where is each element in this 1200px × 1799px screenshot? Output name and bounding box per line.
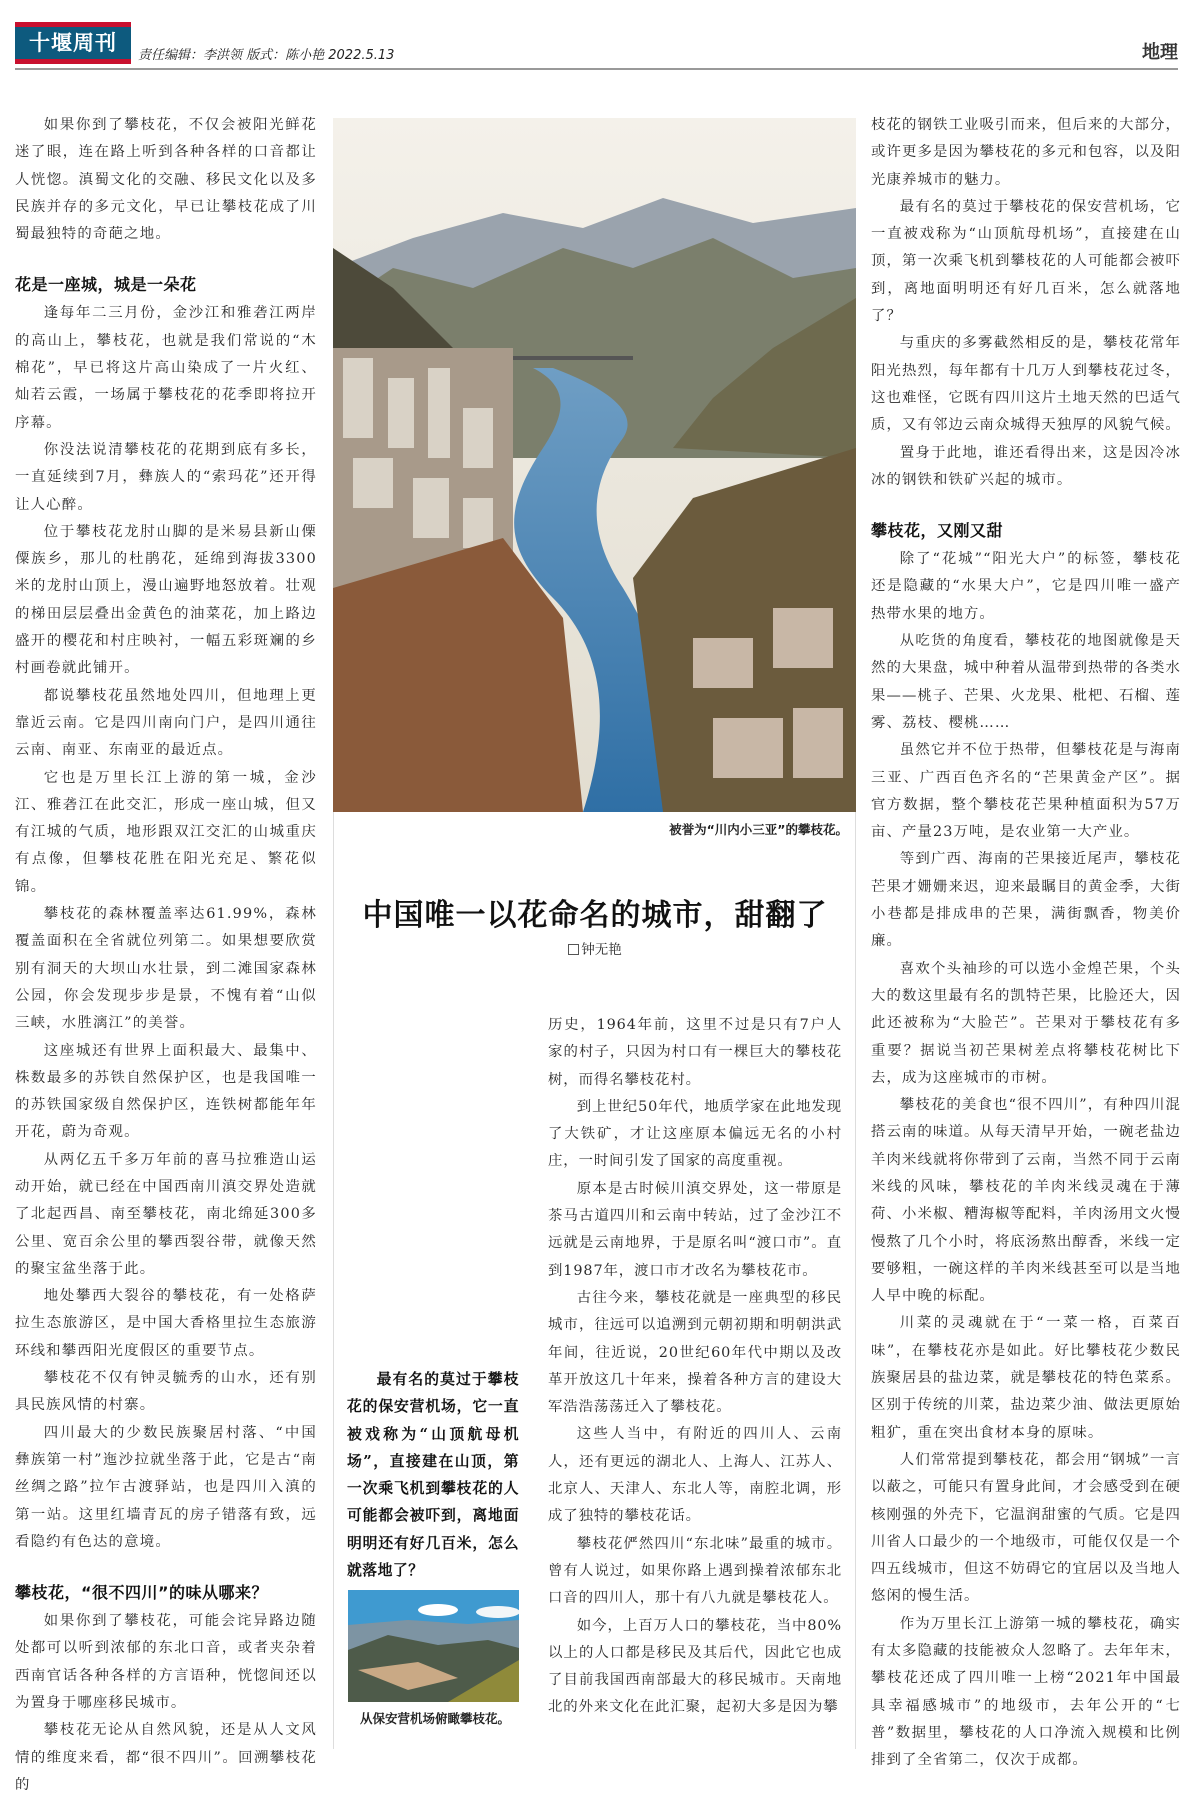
byline-box-icon <box>568 944 579 955</box>
paragraph: 历史，1964年前，这里不过是只有7户人家的村子，只因为村口有一棵巨大的攀枝花树，而得名攀枝花村。 <box>548 1017 842 1088</box>
paragraph: 虽然它并不位于热带，但攀枝花是与海南三亚、广西百色齐名的“芒果黄金产区”。据官方数据，整个攀枝花芒果种植面积为57万亩、产量23万吨，是农业第一大产业。 <box>871 742 1181 841</box>
paragraph: 这座城还有世界上面积最大、最集中、株数最多的苏铁自然保护区，也是我国唯一的苏铁国家级自然保护区，连铁树都能年年开花，蔚为奇观。 <box>15 1042 317 1141</box>
paragraph: 原本是古时候川滇交界处，这一带原是茶马古道四川和云南中转站，过了金沙江不远就是云南地界，于是原名叫“渡口市”。直到1987年，渡口市才改名为攀枝花市。 <box>548 1180 842 1279</box>
masthead-logo: 十堰周刊 <box>15 22 131 64</box>
airport-view-photo <box>348 1590 519 1702</box>
paragraph: 攀枝花的美食也“很不四川”，有种四川混搭云南的味道。从每天清早开始，一碗老盐边羊肉米线就将你带到了云南，当然不同于云南米线的风味，攀枝花的羊肉米线灵魂在于薄荷、小米椒、糟海椒等配料，羊肉汤用文火慢慢熬了几个小时，将底汤熬出醇香，米线一定要够粗，一碗这样的羊肉米线甚至可以是当地人早中晚的标配。 <box>871 1097 1181 1305</box>
headline: 中国唯一以花命名的城市，甜翻了 <box>362 898 828 933</box>
header-divider <box>15 68 1178 70</box>
paragraph: 如果你到了攀枝花，不仅会被阳光鲜花迷了眼，连在路上听到各种各样的口音都让人恍惚。滇蜀文化的交融、移民文化以及多民族并存的多元文化，早已让攀枝花成了川蜀最独特的奇葩之地。 <box>15 117 317 243</box>
section-heading: 攀枝花，“很不四川”的味从哪来？ <box>15 1583 269 1603</box>
paragraph: 等到广西、海南的芒果接近尾声，攀枝花芒果才姗姗来迟，迎来最瞩目的黄金季，大街小巷都是排成串的芒果，满街飘香，物美价廉。 <box>871 851 1181 950</box>
paragraph: 除了“花城”“阳光大户”的标签，攀枝花还是隐藏的“水果大户”，它是四川唯一盛产热带水果的地方。 <box>871 551 1181 622</box>
paragraph: 攀枝花不仅有钟灵毓秀的山水，还有别具民族风情的村寨。 <box>15 1370 317 1414</box>
byline <box>340 938 850 958</box>
paragraph: 最有名的莫过于攀枝花的保安营机场，它一直被戏称为“山顶航母机场”，直接建在山顶，第一次乘飞机到攀枝花的人可能都会被吓到，离地面明明还有好几百米，怎么就落地了？ <box>871 198 1181 325</box>
paragraph: 位于攀枝花龙肘山脚的是米易县新山傈僳族乡，那儿的杜鹃花，延绵到海拔3300米的龙肘山顶上，漫山遍野地怒放着。壮观的梯田层层叠出金黄色的油菜花，加上路边盛开的樱花和村庄映衬，一幅五彩斑斓的乡村画卷就此铺开。 <box>15 523 317 677</box>
paragraph: 四川最大的少数民族聚居村落、“中国彝族第一村”迤沙拉就坐落于此，它是古“南丝绸之路”拉乍古渡驿站，也是四川入滇的第一站。这里红墙青瓦的房子错落有致，远看隐约有色达的意境。 <box>15 1424 317 1550</box>
paragraph: 人们常常提到攀枝花，都会用“钢城”一言以蔽之，可能只有置身此间，才会感受到在硬核刚强的外壳下，它温润甜蜜的气质。它是四川省人口最少的一个地级市，可能仅仅是一个四五线城市，但这不妨碍它的宜居以及当地人悠闲的慢生活。 <box>871 1451 1181 1605</box>
paragraph: 作为万里长江上游第一城的攀枝花，确实有太多隐藏的技能被众人忽略了。去年年末，攀枝花还成了四川唯一上榜“2021年中国最具幸福感城市”的地级市，去年公开的“七普”数据里，攀枝花的人口净流入规模和比例排到了全省第二，仅次于成都。 <box>871 1615 1181 1769</box>
paragraph: 到上世纪50年代，地质学家在此地发现了大铁矿，才让这座原本偏远无名的小村庄，一时间引发了国家的高度重视。 <box>548 1098 842 1170</box>
column-right <box>871 112 1181 1775</box>
section-heading: 攀枝花，又刚又甜 <box>871 521 1004 541</box>
paragraph: 如今，上百万人口的攀枝花，当中80%以上的人口都是移民及其后代，因此它也成了目前我国西南部最大的移民城市。天南地北的外来文化在此汇聚，起初大多是因为攀 <box>548 1617 842 1716</box>
pull-quote: 最有名的莫过于攀枝花的保安营机场，它一直被戏称为“山顶航母机场”，直接建在山顶，第一次乘飞机到攀枝花的人可能都会被吓到，离地面明明还有好几百米，怎么就落地了？ <box>347 1371 519 1580</box>
paragraph: 这些人当中，有附近的四川人、云南人，还有更远的湖北人、上海人、江苏人、北京人、天津人、东北人等，南腔北调，形成了独特的攀枝花话。 <box>548 1426 842 1525</box>
paragraph: 与重庆的多雾截然相反的是，攀枝花常年阳光热烈，每年都有十几万人到攀枝花过冬，这也难怪，它既有四川这片土地天然的巴适气质，又有邻边云南众城得天独厚的风貌气候。 <box>871 335 1181 434</box>
section-label: 地理 <box>1142 42 1178 63</box>
paragraph: 如果你到了攀枝花，可能会诧异路边随处都可以听到浓郁的东北口音，或者夹杂着西南官话各种各样的方言语种，恍惚间还以为置身于哪座移民城市。 <box>15 1613 317 1712</box>
paragraph: 攀枝花无论从自然风貌，还是从人文风情的维度来看，都“很不四川”。回溯攀枝花的 <box>15 1722 317 1793</box>
author-name: 钟无艳 <box>581 942 622 958</box>
paragraph: 攀枝花俨然四川“东北味”最重的城市。曾有人说过，如果你路上遇到操着浓郁东北口音的四川人，那十有八九就是攀枝花人。 <box>548 1535 842 1607</box>
paragraph: 喜欢个头袖珍的可以选小金煌芒果，个头大的数这里最有名的凯特芒果，比脸还大，因此还被称为“大脸芒”。芒果对于攀枝花有多重要？据说当初芒果树差点将攀枝花树比下去，成为这座城市的市树。 <box>871 960 1181 1086</box>
paragraph: 它也是万里长江上游的第一城，金沙江、雅砻江在此交汇，形成一座山城，但又有江城的气质，地形跟双江交汇的山城重庆有点像，但攀枝花胜在阳光充足、繁花似锦。 <box>15 769 317 895</box>
column-middle <box>548 1012 842 1722</box>
paragraph: 都说攀枝花虽然地处四川，但地理上更靠近云南。它是四川南向门户，是四川通往云南、南亚、东南亚的最近点。 <box>15 687 317 759</box>
paragraph: 你没法说清攀枝花的花期到底有多长，一直延续到7月，彝族人的“索玛花”还开得让人心醉。 <box>15 441 317 513</box>
paragraph: 从两亿五千多万年前的喜马拉雅造山运动开始，就已经在中国西南川滇交界处造就了北起西昌、南至攀枝花，南北绵延300多公里、宽百余公里的攀西裂谷带，就像天然的聚宝盆坐落于此。 <box>15 1151 317 1277</box>
column-left <box>15 112 317 1799</box>
paragraph: 从吃货的角度看，攀枝花的地图就像是天然的大果盘，城中种着从温带到热带的各类水果——桃子、芒果、火龙果、枇杷、石榴、莲雾、荔枝、樱桃…… <box>871 633 1181 731</box>
main-photo-panzhihua-river <box>333 118 856 812</box>
paragraph: 置身于此地，谁还看得出来，这是因冷冰冰的钢铁和铁矿兴起的城市。 <box>871 444 1181 488</box>
paragraph: 地处攀西大裂谷的攀枝花，有一处格萨拉生态旅游区，是中国大香格里拉生态旅游环线和攀西阳光度假区的重要节点。 <box>15 1288 317 1359</box>
paragraph: 古往今来，攀枝花就是一座典型的移民城市，往远可以追溯到元朝初期和明朝洪武年间，往近说，20世纪60年代中期以及改革开放这几十年来，操着各种方言的建设大军浩浩荡荡迁入了攀枝花。 <box>548 1289 842 1416</box>
paragraph: 攀枝花的森林覆盖率达61.99%，森林覆盖面积在全省就位列第二。如果想要欣赏别有洞天的大坝山水壮景，到二滩国家森林公园，你会发现步步是景，不愧有着“山似三峡，水胜漓江”的美誉。 <box>15 906 317 1032</box>
section-heading: 花是一座城，城是一朵花 <box>15 275 197 295</box>
airport-photo-caption: 从保安营机场俯瞰攀枝花。 <box>360 1711 511 1726</box>
editor-credits: 责任编辑：李洪领 版式：陈小艳 2022.5.13 <box>138 48 395 63</box>
paragraph: 川菜的灵魂就在于“一菜一格，百菜百味”，在攀枝花亦是如此。好比攀枝花少数民族聚居县的盐边菜，就是攀枝花的特色菜系。区别于传统的川菜，盐边菜少油、做法更原始粗犷，重在突出食材本身的原味。 <box>871 1315 1181 1441</box>
paragraph: 逢每年二三月份，金沙江和雅砻江两岸的高山上，攀枝花，也就是我们常说的“木棉花”，早已将这片高山染成了一片火红、灿若云霞，一场属于攀枝花的花季即将拉开序幕。 <box>15 305 317 431</box>
paragraph: 枝花的钢铁工业吸引而来，但后来的大部分，或许更多是因为攀枝花的多元和包容，以及阳光康养城市的魅力。 <box>871 117 1181 188</box>
main-photo-caption: 被誉为“川内小三亚”的攀枝花。 <box>669 822 848 837</box>
